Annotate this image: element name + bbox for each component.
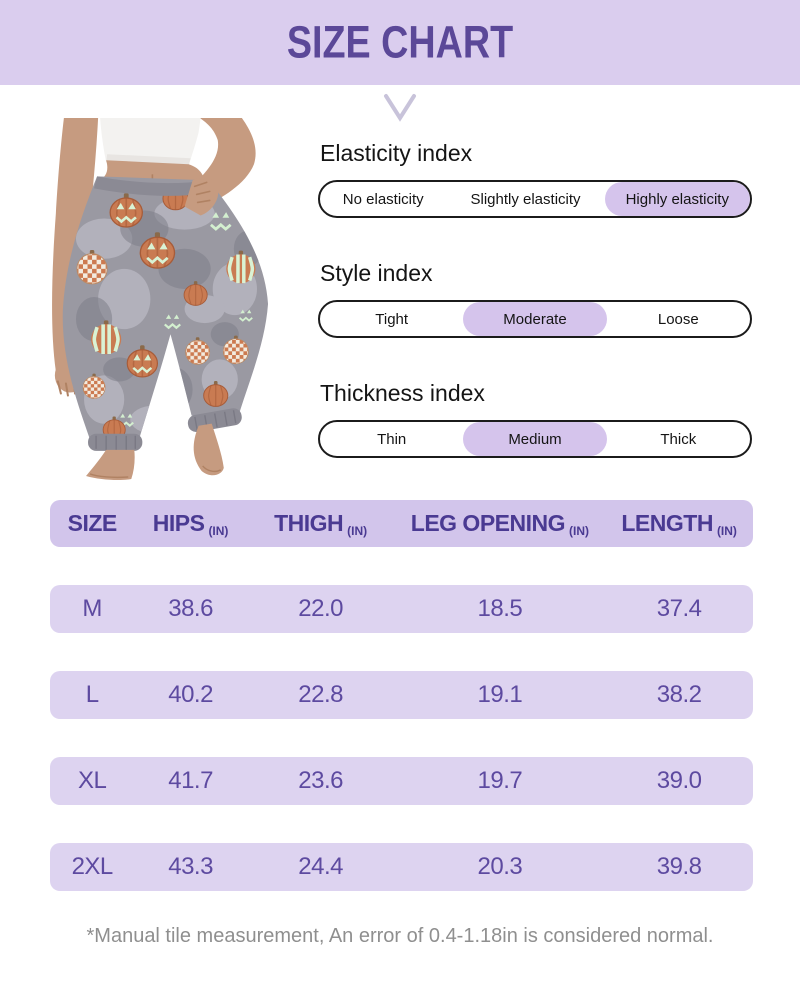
elasticity-option-slightly: Slightly elasticity [470, 190, 581, 208]
cell-length: 37.4 [656, 595, 702, 622]
measurement-footnote: *Manual tile measurement, An error of 0.4-1.18in is considered normal. [86, 925, 714, 947]
cell-leg-opening: 19.7 [477, 767, 523, 794]
size-table [50, 500, 753, 929]
thickness-option-thick: Thick [660, 430, 697, 448]
cell-thigh: 22.0 [298, 595, 343, 622]
column-thigh: THIGH (IN) [274, 510, 368, 538]
column-leg-opening: LEG OPENING (IN) [410, 510, 590, 538]
style-index-section [318, 260, 752, 338]
cell-hips: 43.3 [168, 853, 213, 880]
cell-length: 39.8 [656, 853, 702, 880]
unit-label: (IN) [347, 523, 368, 538]
cell-hips: 40.2 [168, 681, 213, 708]
size-table-header [50, 500, 753, 547]
style-option-moderate: Moderate [463, 302, 606, 336]
thickness-index-title: Thickness index [320, 380, 485, 406]
cell-length: 38.2 [656, 681, 702, 708]
table-row-2xl [50, 843, 753, 891]
banner [0, 0, 800, 85]
cell-size: XL [78, 767, 107, 794]
style-index-title: Style index [320, 260, 433, 286]
cell-size: M [82, 595, 102, 622]
thickness-index-section [318, 380, 752, 458]
column-size: SIZE [67, 510, 117, 536]
column-length: LENGTH (IN) [621, 510, 737, 538]
cell-size: 2XL [71, 853, 113, 880]
column-hips: HIPS (IN) [152, 510, 229, 538]
style-option-loose: Loose [657, 310, 699, 328]
thickness-index-scale [318, 420, 752, 458]
cell-leg-opening: 19.1 [477, 681, 523, 708]
elasticity-option-no: No elasticity [342, 190, 424, 208]
cell-length: 39.0 [656, 767, 702, 794]
product-photo [33, 118, 311, 482]
table-row-xl [50, 757, 753, 805]
style-index-scale [318, 300, 752, 338]
elasticity-index-title: Elasticity index [320, 140, 473, 166]
thickness-option-medium: Medium [463, 422, 606, 456]
style-option-tight: Tight [375, 310, 409, 328]
cell-thigh: 24.4 [298, 853, 343, 880]
index-sections [318, 140, 752, 500]
cell-thigh: 22.8 [298, 681, 343, 708]
page-title: SIZE CHART [286, 16, 514, 68]
cell-hips: 38.6 [168, 595, 213, 622]
unit-label: (IN) [716, 523, 737, 538]
thickness-option-thin: Thin [377, 430, 407, 448]
elasticity-option-highly: Highly elasticity [605, 182, 750, 216]
cell-leg-opening: 18.5 [477, 595, 523, 622]
table-row-l [50, 671, 753, 719]
elasticity-index-scale [318, 180, 752, 218]
cell-size: L [85, 681, 99, 708]
elasticity-index-section [318, 140, 752, 218]
table-row-m [50, 585, 753, 633]
unit-label: (IN) [208, 523, 229, 538]
cell-leg-opening: 20.3 [477, 853, 523, 880]
cell-thigh: 23.6 [298, 767, 343, 794]
unit-label: (IN) [569, 523, 590, 538]
cell-hips: 41.7 [168, 767, 213, 794]
